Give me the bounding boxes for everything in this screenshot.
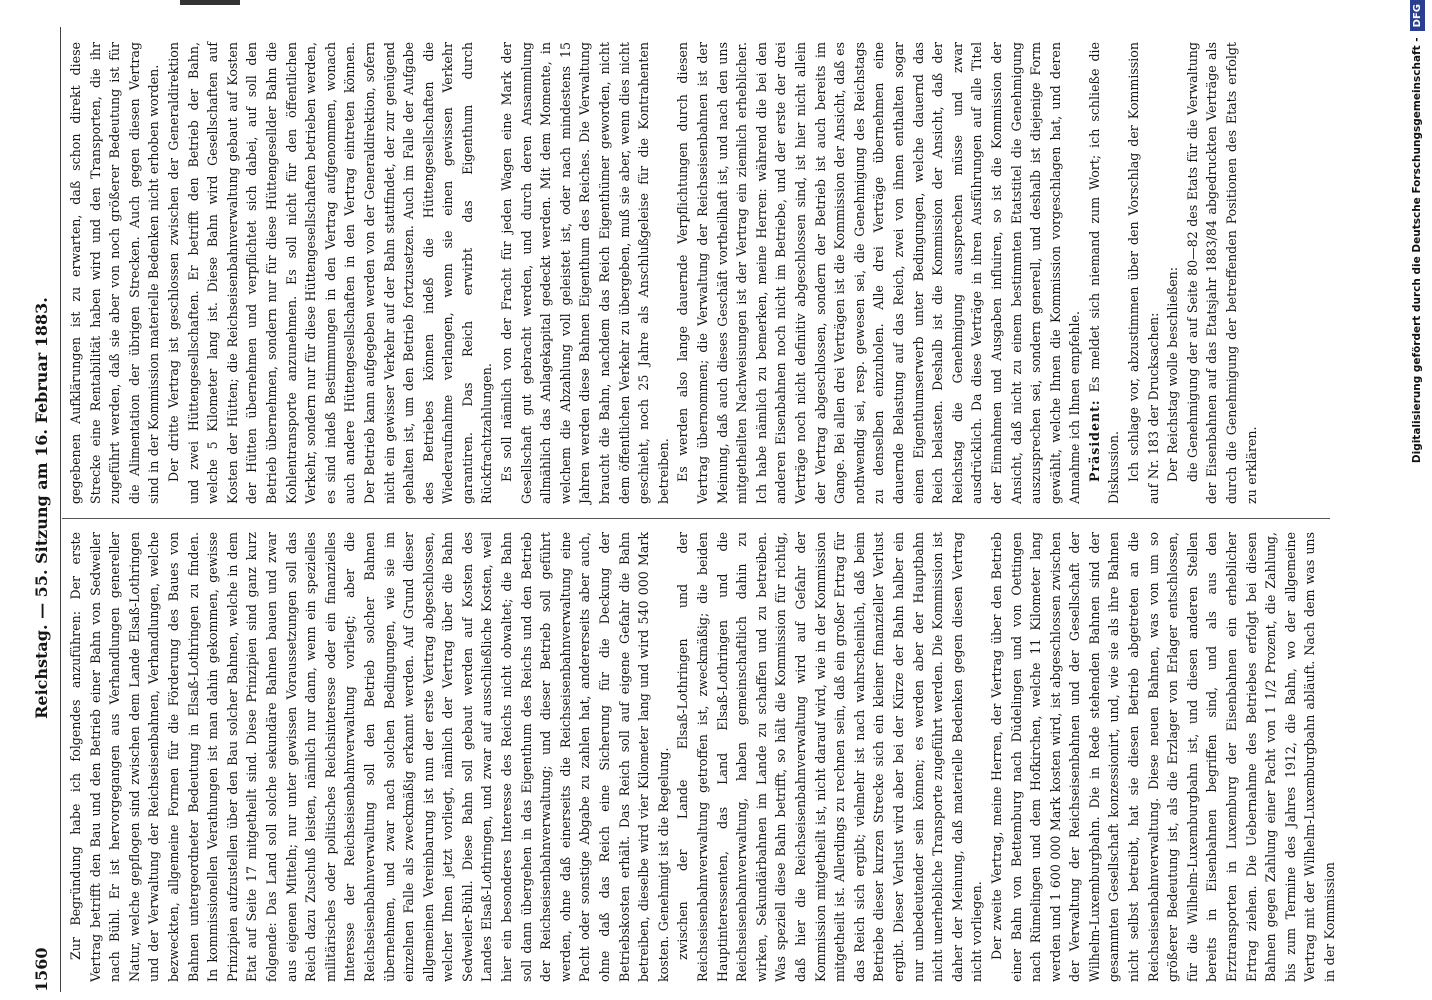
text-column-left	[66, 532, 1337, 982]
page-title: Reichstag. — 55. Sitzung am 16. Februar 1883.	[32, 297, 51, 719]
header-rule	[60, 27, 61, 992]
page-header	[32, 24, 58, 992]
paragraph: Ich schlage vor, abzustimmen über den Vorschlag der Kommission auf Nr. 183 der Drucksachen:	[1126, 42, 1161, 504]
paragraph: gegebenen Aufklärungen ist zu erwarten, daß schon direkt diese Strecke eine Rentabilität haben wird und den Transporten, die ihr zugeführt werden, daß sie aber von noch größerer Bedeutung ist für die Alimentation der übrigen Strecken. Auch gegen diesen Vertrag sind in der Kommission materielle Bedenken nicht erhoben worden.	[68, 42, 162, 504]
paragraph: Der zweite Vertrag, meine Herren, der Vertrag über den Betrieb einer Bahn von Bettemburg nach Düdelingen und von Oettingen nach Rümelingen und dem Hofkirchen, welche 11 Kilometer lang werden und 1 600 000 Mark kosten wird, ist abgeschlossen zwischen der Verwaltung der Reichseisenbahnen und der Gesellschaft der Wilhelm-Luxemburgbahn. Die in Rede stehenden Bahnen sind der gesammten Gesellschaft konzessionirt, und, wie sie als ihre Bahnen nicht selbst betreibt, hat sie diesen Betrieb abgetreten an die Reichseisenbahnverwaltung. Diese neuen Bahnen, was von um so größerer Bedeutung ist, als die Erzlager von Erlager entschlossen, für die Wilhelm-Luxemburgbahn ist, und diesen anderen Stellen bereits in Eisenbahnen begriffen sind, und als aus den Erztransporten in Luxemburg der Eisenbahnen ein erheblicher Ertrag ziehen. Die Uebernahme des Betriebes erfolgt bei diesen Bahnen gegen Zahlung einer Pacht von 1 1/2 Prozent, die Zahlung, bis zum Termine des Jahres 1912, die Bahn, wo der allgemeine Vertrag mit der Wilhelm-Luxemburgbahn abläuft. Nach dem was uns in der Kommission	[988, 532, 1337, 982]
paragraph: Es soll nämlich von der Fracht für jeden Wagen eine Mark der Gesellschaft gut gebracht werden, und durch deren Ansammlung allmählich das Anlagekapital gedeckt werden. Mit dem Momente, in welchem die Abzahlung voll geleistet ist, oder nach mindestens 15 Jahren werden diese Bahnen Eigenthum des Reiches. Die Verwaltung braucht die Bahn, nachdem das Reich Eigenthümer geworden, nicht dem öffentlichen Verkehr zu übergeben, muß sie aber, wenn dies nicht geschieht, noch 25 Jahre als Anschlußgeleise für die Kontrahenten betreiben.	[499, 42, 671, 504]
paragraph: Zur Begründung habe ich folgendes anzuführen: Der erste Vertrag betrifft den Bau und den Betrieb einer Bahn von Sedweiler nach Bühl. Er ist hervorgegangen aus Verhandlungen genereller Natur, welche gepflogen sind zwischen dem Lande Elsaß-Lothringen und der Verwaltung der Reichseisenbahnen, Verhandlungen, welche bezweckten, allgemeine Formen für die Förderung des Baues von Bahnen untergeordneter Bedeutung in Elsaß-Lothringen zu finden. In kommissionellen Verathungen ist man dahin gekommen, gewisse Prinzipien aufzustellen über den Bau solcher Bahnen, welche in dem Etat auf Seite 17 mitgetheilt sind. Diese Prinzipien sind ganz kurz folgende: Das Land soll solche sekundäre Bahnen bauen und zwar aus eigenen Mitteln; nur unter gewissen Voraussetzungen soll das Reich dazu Zuschuß leisten, nämlich nur dann, wenn ein spezielles militärisches oder politisches Reichsinteresse oder ein finanzielles Interesse der Reichseisenbahnverwaltung vorliegt; aber die Reichseisenbahnverwaltung soll den Betrieb solcher Bahnen übernehmen, und zwar nach solchen Bedingungen, wie sie im einzelnen Falle als zweckmäßig erkannt werden. Auf Grund dieser allgemeinen Vereinbarung ist nun der erste Vertrag abgeschlossen, welcher Ihnen jetzt vorliegt, nämlich der Vertrag über die Bahn Sedweiler-Bühl. Diese Bahn soll gebaut werden auf Kosten des Landes Elsaß-Lothringen, und zwar auf ausschließliche Kosten, weil hier ein besonderes Interesse des Reichs nicht obwaltet; die Bahn soll dann übergehen in das Eigenthum des Reichs und den Betrieb der Reichseisenbahnverwaltung; und dieser Betrieb soll geführt werden, ohne daß einerseits die Reichseisenbahnverwaltung eine Pacht oder sonstige Abgabe zu zahlen hat, andererseits aber auch, ohne daß das Reich eine Sicherung für die Deckung der Betriebskosten erhält. Das Reich soll auf eigene Gefahr die Bahn betreiben, dieselbe wird vier Kilometer lang und wird 540 000 Mark kosten. Genehmigt ist die Regelung.	[68, 532, 671, 982]
paragraph: die Genehmigung der auf Seite 80—82 des Etats für die Verwaltung der Eisenbahnen auf das Etatsjahr 1883/84 abgedruckten Verträge als durch die Genehmigung der betreffenden Positionen des Etats erfolgt zu erklären.	[1184, 42, 1259, 504]
paragraph: Der Reichstag wolle beschließen:	[1165, 266, 1181, 482]
text-column-right	[66, 42, 1328, 504]
paragraph: Der dritte Vertrag ist geschlossen zwischen der Generaldirektion und zwei Hüttengesellschaften. Er betrifft den Betrieb der Bahn, welche 5 Kilometer lang ist. Diese Bahn wird Gesellschaften auf Kosten der Hütten; die Reichseisenbahnverwaltung gebaut auf Kosten der Hütten übernehmen und verpflichtet sich dabei, auf soll den Betrieb übernehmen, sondern nur für diese Hüttengesellder Bahn die Kohlentransporte anzunehmen. Es soll nicht für den öffentlichen Verkehr, sondern nur für diese Hüttengesellschaften betrieben werden, es sind indeß Bestimmungen in den Vertrag aufgenommen, wonach auch andere Hüttengesellschaften in den Vertrag eintreten können. Der Betrieb kann aufgegeben werden von der Generaldirektion, sofern nicht ein gewisser Verkehr auf der Bahn stattfindet, der zur genügend gehalten ist, um den Betrieb fortzusetzen. Auch im Falle der Aufgabe des Betriebes können indeß die Hüttengesellschaften die Wiederaufnahme verlangen, wenn sie einen gewissen Verkehr garantiren. Das Reich erwirbt das Eigenthum durch Rückfrachtzahlungen.	[165, 42, 495, 504]
column-divider	[62, 518, 1330, 519]
paragraph: Es werden also lange dauernde Verpflichtungen durch diesen Vertrag übernommen; die Verwaltung der Reichseisenbahnen ist der Meinung, daß auch dieses Geschäft vortheilhaft ist, und nach den uns mitgetheilten Nachweisungen ist der Vertrag ein ziemlich erheblicher. Ich habe nämlich zu bemerken, meine Herren: während die bei den anderen Eisenbahnen noch nicht im Betriebe, und der erste der drei Verträge noch nicht definitiv abgeschlossen sind, ist hier nicht allein der Vertrag abgeschlossen, sondern der Betrieb ist auch bereits im Gange. Bei allen drei Verträgen ist die Kommission der Ansicht, daß es nothwendig sei, resp. gewesen sei, die Genehmigung des Reichstags zu denselben einzuholen. Alle drei Verträge übernehmen eine dauernde Belastung auf das Reich, zwei von ihnen enthalten sogar einen Eigenthumserwerb unter Bedingungen, welche dauernd das Reich belasten. Deshalb ist die Kommission der Ansicht, daß der Reichstag die Genehmigung aussprechen müsse und zwar ausdrücklich. Da diese Verträge in ihren Ausführungen auf alle Titel der Einnahmen und Ausgaben influiren, so ist die Kommission der Ansicht, daß nicht zu einem bestimmten Etatstitel die Genehmigung auszusprechen sei, sondern generell, und deshalb ist diejenige Form gewählt, welche Ihnen die Kommission vorgeschlagen hat, und deren Annahme ich Ihnen empfehle.	[675, 42, 1083, 504]
digitization-credit	[1410, 0, 1426, 1000]
speaker-label: Präsident:	[1086, 399, 1102, 482]
credit-text: Digitalisierung gefördert durch die Deutsche Forschungsgemeinschaft -	[1411, 37, 1423, 464]
speech-text: Es meldet sich niemand zum Wort; ich schließe die Diskussion.	[1086, 42, 1122, 504]
speech-paragraph	[1085, 42, 1124, 504]
page-number: 1560	[32, 947, 51, 992]
paragraph: zwischen der Lande Elsaß-Lothringen und der Reichseisenbahnverwaltung getroffen ist, zweckmäßig; die beiden Hauptinteressenten, das Land Elsaß-Lothringen und die Reichseisenbahnverwaltung, haben gemeinschaftlich dahin zu wirken, Sekundärbahnen im Lande zu schaffen und zu betreiben. Was speziell diese Bahn betrifft, so hält die Kommission für richtig, daß hier die Reichseisenbahnverwaltung wird auf Gefahr der Kommission mitgetheilt ist, nicht darauf wird, wie in der Kommission mitgetheilt ist. Allerdings zu rechnen sein, daß ein großer Ertrag für das Reich sich ergibt; vielmehr ist nach wahrscheinlich, daß beim Betriebe dieser kurzen Strecke sich ein kleiner finanzieller Verlust ergibt. Dieser Verlust wird aber bei der Kürze der Bahn halber ein nur unbedeutender sein können; es werden aber der Hauptbahn nicht unerhebliche Transporte zugeführt werden. Die Kommission ist daher der Meinung, daß materielle Bedenken gegen diesen Vertrag nicht vorliegen.	[675, 532, 985, 982]
dfg-logo: DFG	[1410, 0, 1425, 31]
